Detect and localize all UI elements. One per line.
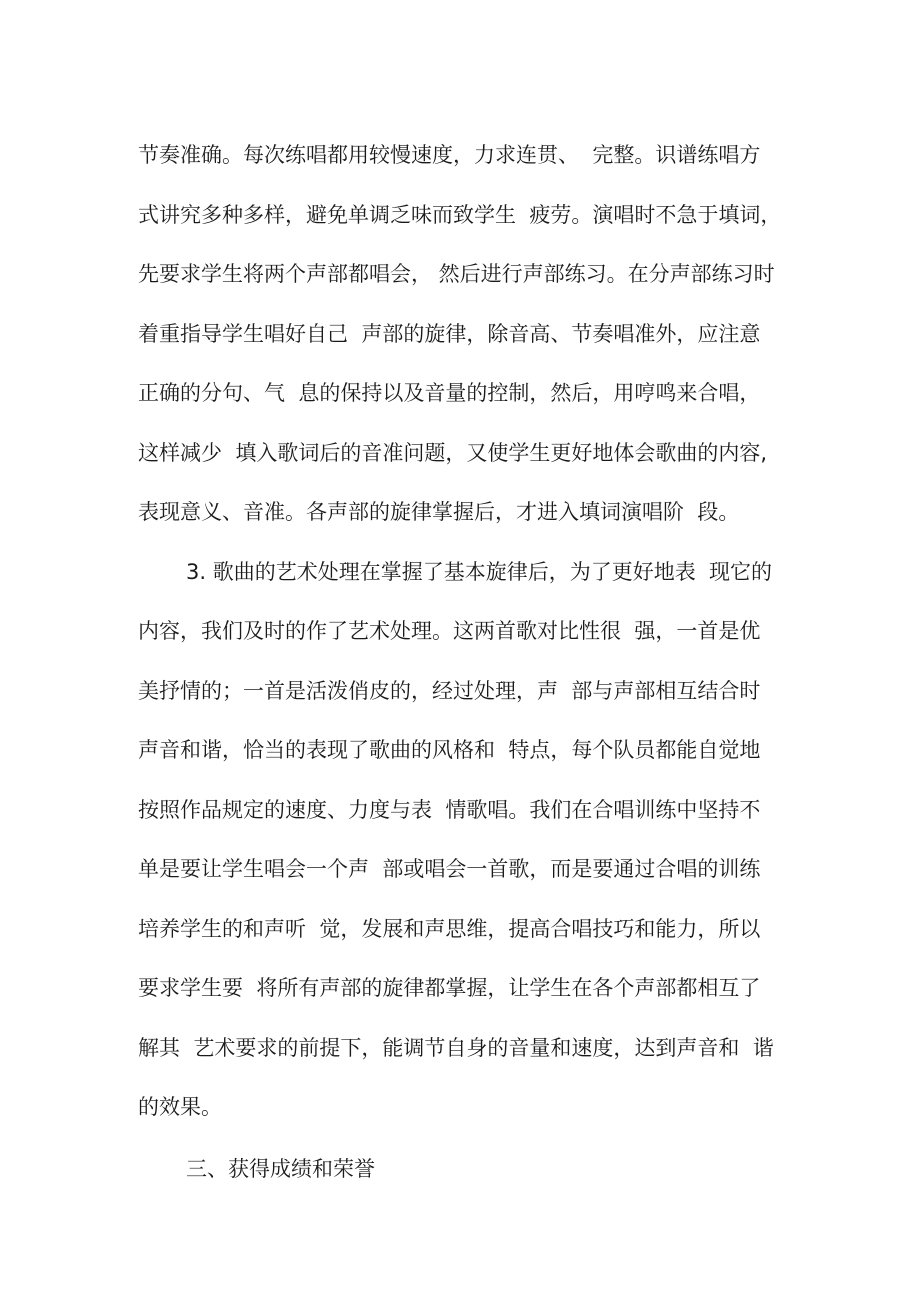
body-text [138, 126, 798, 1138]
text-line: 的效果。 [138, 1095, 222, 1119]
text-line: 培养学生的和声听 觉，发展和声思维，提高合唱技巧和能力，所以 [138, 916, 761, 941]
text-line: 正确的分句、气 息的保持以及音量的控制，然后，用哼鸣来合唱， [138, 381, 761, 405]
text-line: 解其 艺术要求的前提下，能调节自身的音量和速度，达到声音和 谐 [138, 1035, 774, 1060]
text-line: 这样减少 填入歌词后的音准问题，又使学生更好地体会歌曲的内容, [138, 440, 768, 465]
text-line: 美抒情的；一首是活泼俏皮的，经过处理，声 部与声部相互结合时 [138, 678, 761, 703]
text-line: 着重指导学生唱好自己 声部的旋律，除音高、节奏唱准外，应注意 [138, 321, 761, 346]
paragraph-start-line: 3. 歌曲的艺术处理在掌握了基本旋律后，为了更好地表 现它的 [186, 559, 773, 584]
text-line: 要求学生要 将所有声部的旋律都掌握，让学生在各个声部都相互了 [138, 976, 761, 1000]
text-line: 按照作品规定的速度、力度与表 情歌唱。我们在合唱训练中坚持不 [138, 797, 761, 822]
text-line: 节奏准确。每次练唱都用较慢速度，力求连贯、 完整。识谱练唱方 [138, 143, 761, 167]
text-line: 先要求学生将两个声部都唱会， 然后进行声部练习。在分声部练习时 [138, 262, 775, 286]
text-line: 声音和谐，恰当的表现了歌曲的风格和 特点，每个队员都能自觉地 [138, 738, 761, 762]
text-line: 表现意义、音准。各声部的旋律掌握后，才进入填词演唱阶 段。 [138, 500, 740, 524]
text-line: 式讲究多种多样，避免单调乏味而致学生 疲劳。演唱时不急于填词， [138, 202, 782, 227]
text-line: 内容，我们及时的作了艺术处理。这两首歌对比性很 强，一首是优 [138, 619, 761, 643]
section-heading: 三、获得成绩和荣誉 [186, 1157, 375, 1181]
text-line: 单是要让学生唱会一个声 部或唱会一首歌，而是要通过合唱的训练 [138, 857, 761, 881]
